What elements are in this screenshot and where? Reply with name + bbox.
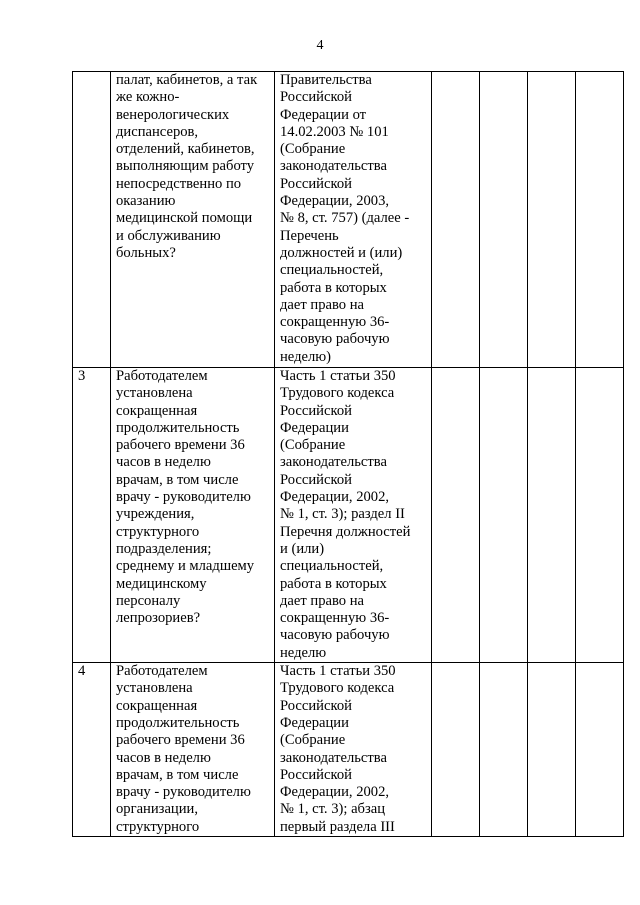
reference-line: законодательства xyxy=(280,749,387,766)
question-line: непосредственно по xyxy=(116,175,242,192)
row-number-cell xyxy=(73,72,111,368)
question-line: организации, xyxy=(116,801,198,818)
question-cell xyxy=(111,72,275,368)
reference-line: Российской xyxy=(280,402,352,419)
reference-line: Трудового кодекса xyxy=(280,680,395,697)
question-line: оказанию xyxy=(116,193,176,210)
question-line: медицинскому xyxy=(116,575,207,592)
question-line: продолжительность xyxy=(116,714,240,731)
reference-cell xyxy=(275,663,432,837)
reference-line: неделю) xyxy=(280,348,332,365)
answer-cell-note xyxy=(576,663,624,837)
question-line: сокращенная xyxy=(116,697,198,714)
reference-line: специальностей, xyxy=(280,262,384,279)
checklist-table xyxy=(72,71,624,837)
question-line: врачам, в том числе xyxy=(116,471,239,488)
answer-cell-no xyxy=(480,368,528,663)
reference-line: Федерации, 2003, xyxy=(280,193,390,210)
answer-cell-yes xyxy=(432,663,480,837)
question-line: установлена xyxy=(116,385,193,402)
reference-line: Федерации xyxy=(280,714,349,731)
question-line: больных? xyxy=(116,244,176,261)
page-number: 4 xyxy=(316,38,324,53)
answer-cell-note xyxy=(576,368,624,663)
answer-cell-na xyxy=(528,72,576,368)
table-row xyxy=(73,368,624,663)
question-line: подразделения; xyxy=(116,540,212,557)
reference-line: Часть 1 статьи 350 xyxy=(280,368,396,384)
reference-line: законодательства xyxy=(280,454,387,471)
reference-line: № 8, ст. 757) (далее - xyxy=(280,210,410,227)
question-line: врачу - руководителю xyxy=(116,489,251,506)
reference-cell xyxy=(275,368,432,663)
reference-line: Часть 1 статьи 350 xyxy=(280,663,396,680)
reference-line: дает право на xyxy=(280,296,365,313)
reference-line: Трудового кодекса xyxy=(280,385,395,402)
reference-line: Российской xyxy=(280,471,352,488)
reference-line: должностей и (или) xyxy=(280,244,403,261)
question-line: учреждения, xyxy=(116,506,195,523)
reference-cell xyxy=(275,72,432,368)
row-number-cell: 3 xyxy=(73,368,111,663)
reference-line: Российской xyxy=(280,766,352,783)
question-line: сокращенная xyxy=(116,402,198,419)
question-line: отделений, кабинетов, xyxy=(116,141,255,158)
reference-line: Федерации от xyxy=(280,106,367,123)
reference-line: дает право на xyxy=(280,592,365,609)
reference-line: специальностей, xyxy=(280,558,384,575)
answer-cell-note xyxy=(576,72,624,368)
reference-line: Федерации, 2002, xyxy=(280,784,390,801)
reference-line: работа в которых xyxy=(280,575,387,592)
question-line: лепрозориев? xyxy=(116,610,201,627)
question-line: медицинской помощи xyxy=(116,210,253,227)
question-line: Работодателем xyxy=(116,368,208,384)
reference-line: № 1, ст. 3); раздел II xyxy=(280,506,405,523)
question-line: персоналу xyxy=(116,592,181,609)
answer-cell-yes xyxy=(432,368,480,663)
reference-line: Российской xyxy=(280,697,352,714)
answer-cell-yes xyxy=(432,72,480,368)
reference-line: неделю xyxy=(280,644,327,661)
question-line: структурного xyxy=(116,818,200,835)
reference-line: и (или) xyxy=(280,540,325,557)
answer-cell-no xyxy=(480,663,528,837)
table-row xyxy=(73,663,624,837)
question-line: же кожно- xyxy=(116,89,180,106)
reference-line: Российской xyxy=(280,89,352,106)
question-line: венерологических xyxy=(116,106,230,123)
reference-line: сокращенную 36- xyxy=(280,314,390,331)
reference-line: сокращенную 36- xyxy=(280,610,390,627)
reference-line: Федерации xyxy=(280,419,349,436)
reference-line: Перечня должностей xyxy=(280,523,411,540)
question-cell xyxy=(111,368,275,663)
question-line: структурного xyxy=(116,523,200,540)
question-line: диспансеров, xyxy=(116,123,199,140)
answer-cell-no xyxy=(480,72,528,368)
answer-cell-na xyxy=(528,368,576,663)
question-line: врачу - руководителю xyxy=(116,784,251,801)
reference-line: 14.02.2003 № 101 xyxy=(280,123,389,140)
question-line: продолжительность xyxy=(116,419,240,436)
question-line: палат, кабинетов, а так xyxy=(116,72,258,88)
answer-cell-na xyxy=(528,663,576,837)
question-line: среднему и младшему xyxy=(116,558,255,575)
reference-line: (Собрание xyxy=(280,437,346,454)
reference-line: работа в которых xyxy=(280,279,387,296)
question-line: и обслуживанию xyxy=(116,227,221,244)
question-line: часов в неделю xyxy=(116,749,211,766)
question-line: Работодателем xyxy=(116,663,208,680)
reference-line: № 1, ст. 3); абзац xyxy=(280,801,386,818)
reference-line: часовую рабочую xyxy=(280,627,390,644)
reference-line: часовую рабочую xyxy=(280,331,390,348)
question-line: рабочего времени 36 xyxy=(116,732,245,749)
question-line: установлена xyxy=(116,680,193,697)
question-line: часов в неделю xyxy=(116,454,211,471)
reference-line: Российской xyxy=(280,175,352,192)
question-cell xyxy=(111,663,275,837)
row-number-cell: 4 xyxy=(73,663,111,837)
table-row xyxy=(73,72,624,368)
reference-line: (Собрание xyxy=(280,141,346,158)
reference-line: первый раздела III xyxy=(280,818,395,835)
question-line: выполняющим работу xyxy=(116,158,255,175)
reference-line: Правительства xyxy=(280,72,372,88)
reference-line: законодательства xyxy=(280,158,387,175)
reference-line: Перечень xyxy=(280,227,339,244)
reference-line: Федерации, 2002, xyxy=(280,489,390,506)
reference-line: (Собрание xyxy=(280,732,346,749)
question-line: врачам, в том числе xyxy=(116,766,239,783)
question-line: рабочего времени 36 xyxy=(116,437,245,454)
